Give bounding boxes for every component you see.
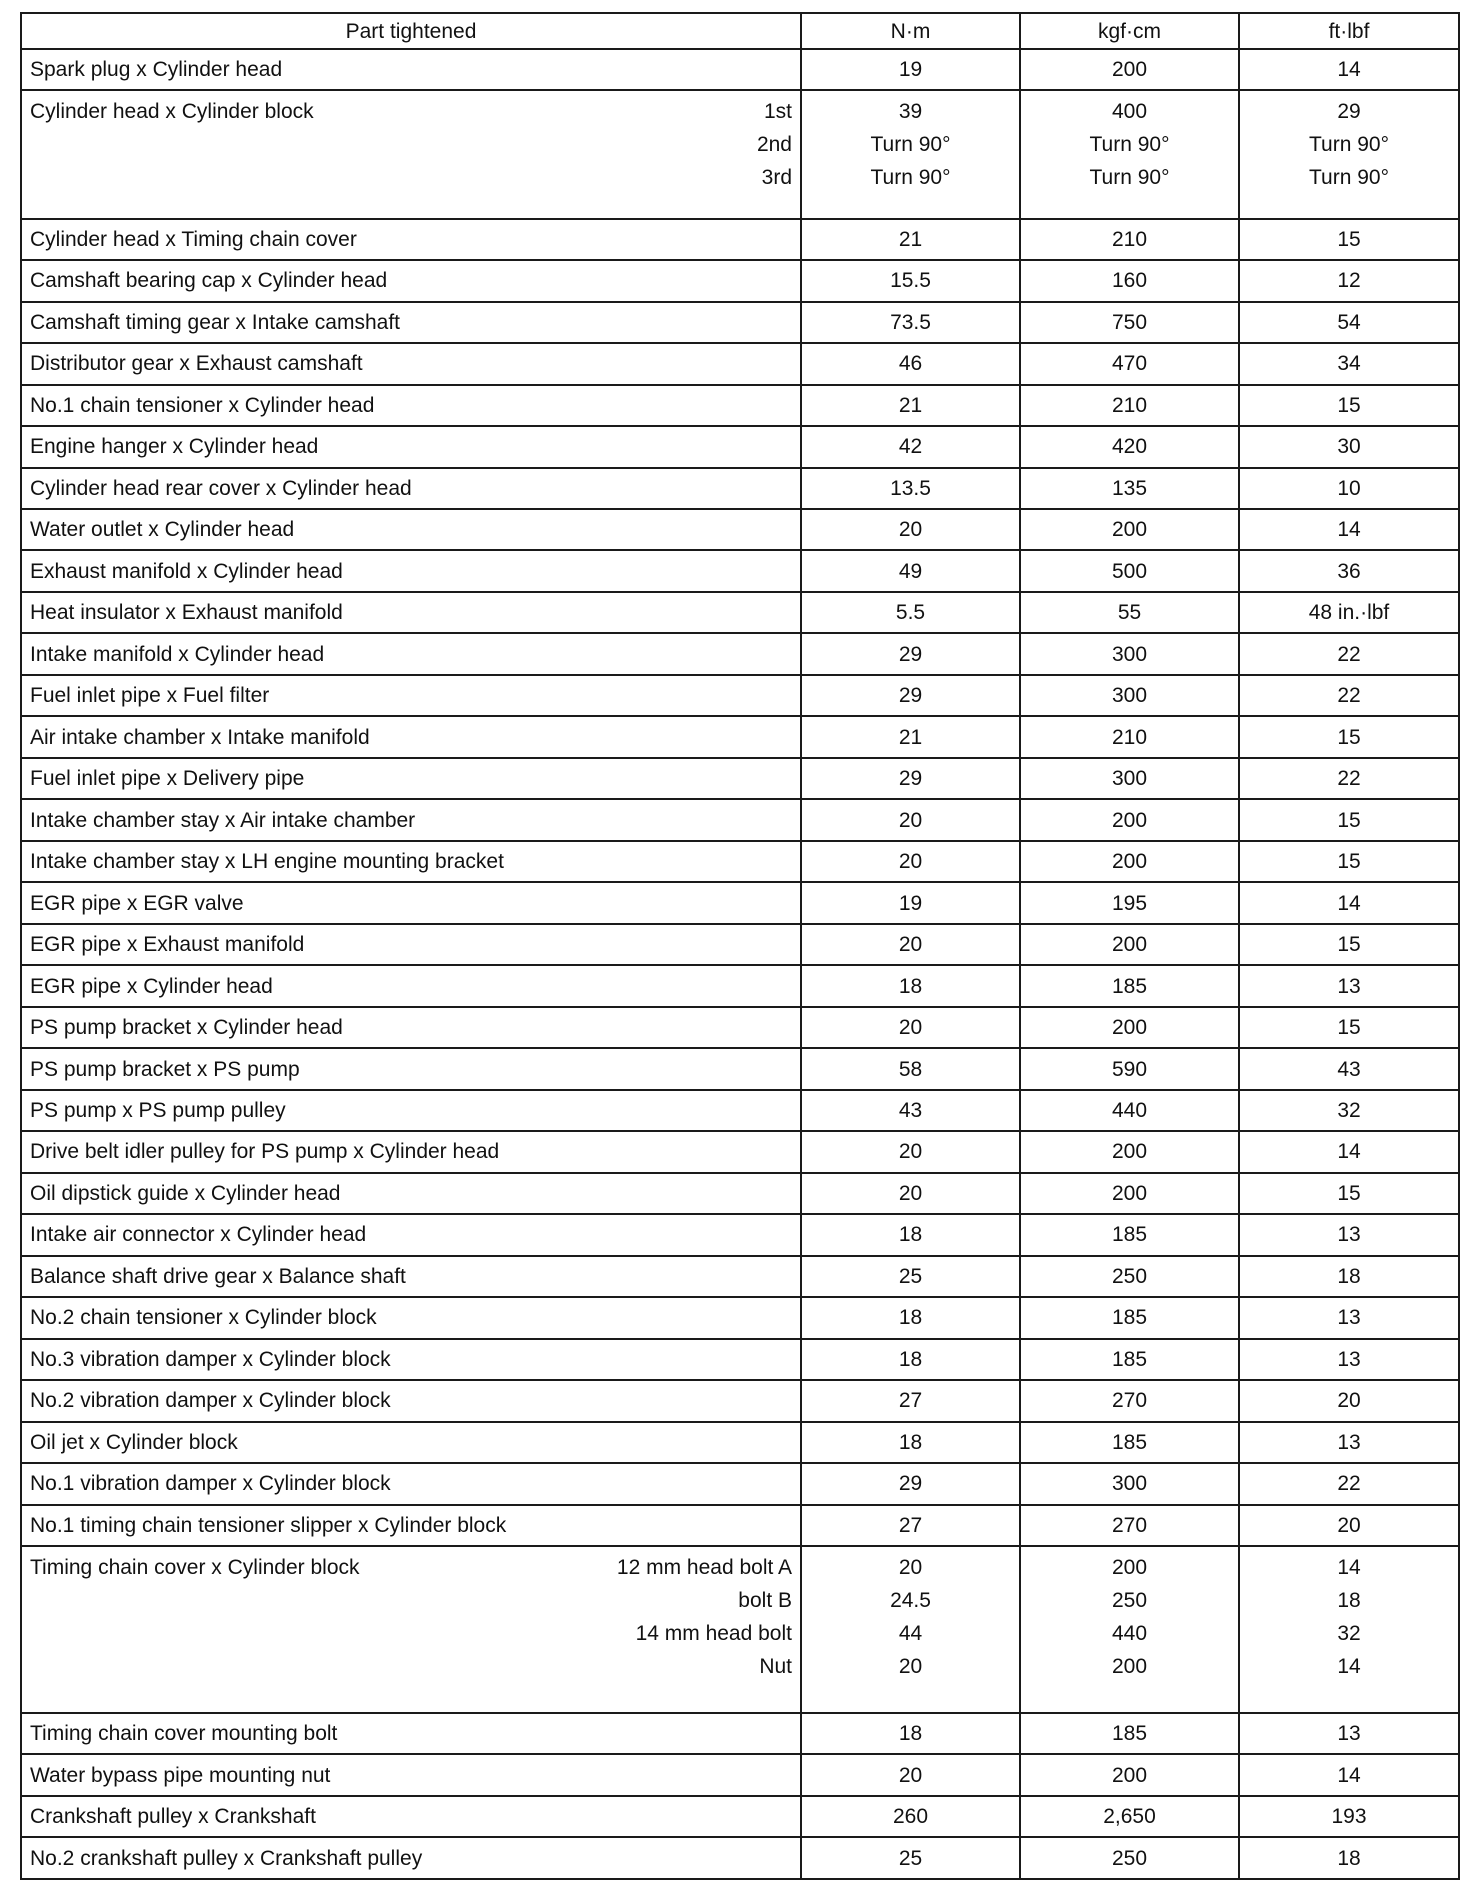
kgf-cm-cell: 200 <box>1020 1173 1239 1214</box>
ft-lbf-cell: 13 <box>1239 1422 1459 1463</box>
nm-cell-value: Turn 90° <box>870 133 951 157</box>
nm-cell: 20 <box>801 1173 1020 1214</box>
table-row <box>21 1048 1459 1089</box>
table-row <box>21 1380 1459 1421</box>
part-step-label: 14 mm head bolt <box>635 1622 792 1646</box>
ft-lbf-cell: 15 <box>1239 1007 1459 1048</box>
ft-lbf-cell: 30 <box>1239 426 1459 467</box>
table-row <box>21 1837 1459 1879</box>
nm-cell: 29 <box>801 758 1020 799</box>
ft-lbf-cell: 36 <box>1239 550 1459 591</box>
nm-cell: 18 <box>801 965 1020 1006</box>
kgf-cm-cell: 470 <box>1020 343 1239 384</box>
ft-lbf-cell: 15 <box>1239 924 1459 965</box>
table-row <box>21 675 1459 716</box>
nm-cell: 49 <box>801 550 1020 591</box>
table-row <box>21 1256 1459 1297</box>
table-row <box>21 219 1459 260</box>
nm-cell: 20 <box>801 841 1020 882</box>
kgf-cm-cell: 300 <box>1020 675 1239 716</box>
kgf-cm-cell: 200 <box>1020 509 1239 550</box>
ft-lbf-cell: 15 <box>1239 841 1459 882</box>
ft-lbf-cell-value: 14 <box>1337 1655 1361 1679</box>
nm-cell: 21 <box>801 385 1020 426</box>
kgf-cm-cell: 185 <box>1020 1713 1239 1754</box>
kgf-cm-cell-value: Turn 90° <box>1089 133 1170 157</box>
ft-lbf-cell-value: 29 <box>1337 100 1361 124</box>
table-row <box>21 882 1459 923</box>
part-cell: Camshaft timing gear x Intake camshaft <box>21 302 801 343</box>
part-cell: Water bypass pipe mounting nut <box>21 1754 801 1795</box>
kgf-cm-cell: 200 <box>1020 841 1239 882</box>
part-cell: PS pump bracket x PS pump <box>21 1048 801 1089</box>
nm-cell <box>801 90 1020 218</box>
part-cell <box>21 1546 801 1713</box>
table-row <box>21 633 1459 674</box>
table-row <box>21 49 1459 90</box>
kgf-cm-cell: 210 <box>1020 219 1239 260</box>
ft-lbf-cell: 20 <box>1239 1505 1459 1546</box>
ft-lbf-cell: 22 <box>1239 1463 1459 1504</box>
kgf-cm-cell: 195 <box>1020 882 1239 923</box>
table-header-row <box>21 13 1459 49</box>
kgf-cm-cell: 185 <box>1020 1297 1239 1338</box>
table-row <box>21 343 1459 384</box>
kgf-cm-cell: 55 <box>1020 592 1239 633</box>
part-cell: Oil jet x Cylinder block <box>21 1422 801 1463</box>
part-cell: No.1 vibration damper x Cylinder block <box>21 1463 801 1504</box>
nm-cell: 20 <box>801 1007 1020 1048</box>
table-row <box>21 1007 1459 1048</box>
nm-cell: 29 <box>801 633 1020 674</box>
ft-lbf-cell: 14 <box>1239 49 1459 90</box>
part-cell: Intake chamber stay x LH engine mounting bracket <box>21 841 801 882</box>
part-step-label: 2nd <box>756 133 792 157</box>
table-row <box>21 1713 1459 1754</box>
kgf-cm-cell: 420 <box>1020 426 1239 467</box>
table-row <box>21 592 1459 633</box>
kgf-cm-cell: 135 <box>1020 468 1239 509</box>
table-row <box>21 1173 1459 1214</box>
table-row <box>21 1339 1459 1380</box>
part-cell: No.3 vibration damper x Cylinder block <box>21 1339 801 1380</box>
kgf-cm-cell <box>1020 90 1239 218</box>
header-ft-lbf: ft·lbf <box>1239 13 1459 49</box>
ft-lbf-cell: 12 <box>1239 260 1459 301</box>
nm-cell: 20 <box>801 799 1020 840</box>
table-row <box>21 468 1459 509</box>
table-row <box>21 924 1459 965</box>
kgf-cm-cell-value: 400 <box>1111 100 1148 124</box>
nm-cell: 27 <box>801 1505 1020 1546</box>
kgf-cm-cell-value: 440 <box>1111 1622 1148 1646</box>
kgf-cm-cell: 185 <box>1020 1339 1239 1380</box>
ft-lbf-cell: 15 <box>1239 799 1459 840</box>
table-body <box>21 49 1459 1879</box>
nm-cell: 15.5 <box>801 260 1020 301</box>
ft-lbf-cell: 15 <box>1239 716 1459 757</box>
kgf-cm-cell: 200 <box>1020 1007 1239 1048</box>
part-cell: Engine hanger x Cylinder head <box>21 426 801 467</box>
part-step-label: 3rd <box>761 166 792 190</box>
part-cell: No.1 timing chain tensioner slipper x Cylinder block <box>21 1505 801 1546</box>
part-cell: Intake manifold x Cylinder head <box>21 633 801 674</box>
part-cell <box>21 90 801 218</box>
kgf-cm-cell: 200 <box>1020 799 1239 840</box>
kgf-cm-cell <box>1020 1546 1239 1713</box>
table-row <box>21 1546 1459 1713</box>
kgf-cm-cell-value: Turn 90° <box>1089 166 1170 190</box>
nm-cell: 18 <box>801 1297 1020 1338</box>
nm-cell: 18 <box>801 1422 1020 1463</box>
part-cell: EGR pipe x Exhaust manifold <box>21 924 801 965</box>
part-cell: No.2 vibration damper x Cylinder block <box>21 1380 801 1421</box>
table-row <box>21 426 1459 467</box>
ft-lbf-cell: 13 <box>1239 965 1459 1006</box>
part-step-label: 12 mm head bolt A <box>616 1556 792 1580</box>
nm-cell: 5.5 <box>801 592 1020 633</box>
part-cell: Balance shaft drive gear x Balance shaft <box>21 1256 801 1297</box>
table-row <box>21 716 1459 757</box>
nm-cell: 18 <box>801 1713 1020 1754</box>
nm-cell: 25 <box>801 1256 1020 1297</box>
kgf-cm-cell: 300 <box>1020 1463 1239 1504</box>
part-cell: EGR pipe x Cylinder head <box>21 965 801 1006</box>
torque-spec-sheet <box>20 12 1458 1880</box>
table-row <box>21 758 1459 799</box>
ft-lbf-cell: 20 <box>1239 1380 1459 1421</box>
kgf-cm-cell: 750 <box>1020 302 1239 343</box>
nm-cell: 19 <box>801 49 1020 90</box>
ft-lbf-cell: 13 <box>1239 1339 1459 1380</box>
ft-lbf-cell-value: 18 <box>1337 1589 1361 1613</box>
part-cell: Intake chamber stay x Air intake chamber <box>21 799 801 840</box>
nm-cell-value: Turn 90° <box>870 166 951 190</box>
part-cell: No.1 chain tensioner x Cylinder head <box>21 385 801 426</box>
kgf-cm-cell: 200 <box>1020 49 1239 90</box>
table-row <box>21 1422 1459 1463</box>
ft-lbf-cell: 13 <box>1239 1297 1459 1338</box>
part-step-label: Nut <box>759 1655 792 1679</box>
kgf-cm-cell: 185 <box>1020 965 1239 1006</box>
table-row <box>21 965 1459 1006</box>
nm-cell: 21 <box>801 219 1020 260</box>
header-kgf-cm: kgf·cm <box>1020 13 1239 49</box>
table-row <box>21 1131 1459 1172</box>
part-cell: Water outlet x Cylinder head <box>21 509 801 550</box>
kgf-cm-cell: 200 <box>1020 1131 1239 1172</box>
ft-lbf-cell-value: 32 <box>1337 1622 1361 1646</box>
table-row <box>21 1754 1459 1795</box>
kgf-cm-cell: 250 <box>1020 1256 1239 1297</box>
ft-lbf-cell-value: 14 <box>1337 1556 1361 1580</box>
nm-cell: 21 <box>801 716 1020 757</box>
ft-lbf-cell-value: Turn 90° <box>1309 166 1389 190</box>
nm-cell: 46 <box>801 343 1020 384</box>
kgf-cm-cell-value: 200 <box>1111 1556 1148 1580</box>
header-part-tightened: Part tightened <box>21 13 801 49</box>
kgf-cm-cell: 250 <box>1020 1837 1239 1879</box>
kgf-cm-cell: 270 <box>1020 1380 1239 1421</box>
nm-cell: 20 <box>801 509 1020 550</box>
kgf-cm-cell: 300 <box>1020 758 1239 799</box>
part-cell: No.2 crankshaft pulley x Crankshaft pulley <box>21 1837 801 1879</box>
ft-lbf-cell <box>1239 1546 1459 1713</box>
nm-cell-value: 20 <box>898 1556 923 1580</box>
ft-lbf-cell: 14 <box>1239 509 1459 550</box>
ft-lbf-cell: 15 <box>1239 385 1459 426</box>
ft-lbf-cell: 48 in.·lbf <box>1239 592 1459 633</box>
ft-lbf-cell: 43 <box>1239 1048 1459 1089</box>
kgf-cm-cell: 200 <box>1020 1754 1239 1795</box>
part-cell: Oil dipstick guide x Cylinder head <box>21 1173 801 1214</box>
nm-cell: 25 <box>801 1837 1020 1879</box>
kgf-cm-cell-value: 200 <box>1111 1655 1148 1679</box>
nm-cell: 29 <box>801 675 1020 716</box>
part-cell: Timing chain cover mounting bolt <box>21 1713 801 1754</box>
torque-table <box>20 12 1460 1880</box>
ft-lbf-cell: 22 <box>1239 675 1459 716</box>
ft-lbf-cell: 193 <box>1239 1796 1459 1837</box>
ft-lbf-cell: 10 <box>1239 468 1459 509</box>
table-row <box>21 90 1459 218</box>
kgf-cm-cell: 210 <box>1020 716 1239 757</box>
nm-cell-value: 39 <box>898 100 923 124</box>
table-row <box>21 302 1459 343</box>
table-row <box>21 1505 1459 1546</box>
part-cell: Camshaft bearing cap x Cylinder head <box>21 260 801 301</box>
kgf-cm-cell: 200 <box>1020 924 1239 965</box>
part-cell: Intake air connector x Cylinder head <box>21 1214 801 1255</box>
nm-cell: 18 <box>801 1214 1020 1255</box>
nm-cell: 19 <box>801 882 1020 923</box>
nm-cell: 27 <box>801 1380 1020 1421</box>
nm-cell: 20 <box>801 924 1020 965</box>
table-row <box>21 260 1459 301</box>
table-row <box>21 841 1459 882</box>
kgf-cm-cell: 185 <box>1020 1422 1239 1463</box>
ft-lbf-cell: 22 <box>1239 633 1459 674</box>
kgf-cm-cell: 185 <box>1020 1214 1239 1255</box>
kgf-cm-cell: 160 <box>1020 260 1239 301</box>
ft-lbf-cell: 14 <box>1239 882 1459 923</box>
part-cell: Heat insulator x Exhaust manifold <box>21 592 801 633</box>
ft-lbf-cell: 14 <box>1239 1131 1459 1172</box>
ft-lbf-cell: 15 <box>1239 219 1459 260</box>
ft-lbf-cell: 13 <box>1239 1713 1459 1754</box>
table-row <box>21 1214 1459 1255</box>
ft-lbf-cell: 34 <box>1239 343 1459 384</box>
ft-lbf-cell: 18 <box>1239 1256 1459 1297</box>
nm-cell <box>801 1546 1020 1713</box>
nm-cell: 73.5 <box>801 302 1020 343</box>
nm-cell: 20 <box>801 1131 1020 1172</box>
part-cell: Fuel inlet pipe x Fuel filter <box>21 675 801 716</box>
nm-cell: 29 <box>801 1463 1020 1504</box>
header-nm: N·m <box>801 13 1020 49</box>
part-cell: Air intake chamber x Intake manifold <box>21 716 801 757</box>
nm-cell-value: 20 <box>898 1655 923 1679</box>
table-row <box>21 385 1459 426</box>
nm-cell: 18 <box>801 1339 1020 1380</box>
table-row <box>21 799 1459 840</box>
part-cell: Crankshaft pulley x Crankshaft <box>21 1796 801 1837</box>
part-name: Timing chain cover x Cylinder block <box>30 1556 360 1580</box>
ft-lbf-cell: 14 <box>1239 1754 1459 1795</box>
table-row <box>21 1090 1459 1131</box>
table-row <box>21 550 1459 591</box>
part-cell: No.2 chain tensioner x Cylinder block <box>21 1297 801 1338</box>
kgf-cm-cell: 2,650 <box>1020 1796 1239 1837</box>
part-cell: Exhaust manifold x Cylinder head <box>21 550 801 591</box>
part-cell: Fuel inlet pipe x Delivery pipe <box>21 758 801 799</box>
part-cell: Drive belt idler pulley for PS pump x Cylinder head <box>21 1131 801 1172</box>
table-row <box>21 509 1459 550</box>
nm-cell-value: 24.5 <box>890 1589 931 1613</box>
kgf-cm-cell: 270 <box>1020 1505 1239 1546</box>
part-cell: Distributor gear x Exhaust camshaft <box>21 343 801 384</box>
table-row <box>21 1796 1459 1837</box>
ft-lbf-cell: 15 <box>1239 1173 1459 1214</box>
kgf-cm-cell: 590 <box>1020 1048 1239 1089</box>
nm-cell: 20 <box>801 1754 1020 1795</box>
kgf-cm-cell: 440 <box>1020 1090 1239 1131</box>
part-cell: Cylinder head x Timing chain cover <box>21 219 801 260</box>
ft-lbf-cell <box>1239 90 1459 218</box>
part-steps <box>617 1551 792 1683</box>
ft-lbf-cell: 22 <box>1239 758 1459 799</box>
nm-cell-value: 44 <box>898 1622 923 1646</box>
ft-lbf-cell-value: Turn 90° <box>1309 133 1389 157</box>
ft-lbf-cell: 54 <box>1239 302 1459 343</box>
kgf-cm-cell: 210 <box>1020 385 1239 426</box>
nm-cell: 58 <box>801 1048 1020 1089</box>
part-step-label: bolt B <box>738 1589 792 1613</box>
part-cell: PS pump x PS pump pulley <box>21 1090 801 1131</box>
table-row <box>21 1463 1459 1504</box>
kgf-cm-cell: 300 <box>1020 633 1239 674</box>
nm-cell: 260 <box>801 1796 1020 1837</box>
ft-lbf-cell: 13 <box>1239 1214 1459 1255</box>
nm-cell: 42 <box>801 426 1020 467</box>
part-cell: Cylinder head rear cover x Cylinder head <box>21 468 801 509</box>
kgf-cm-cell-value: 250 <box>1111 1589 1148 1613</box>
nm-cell: 43 <box>801 1090 1020 1131</box>
ft-lbf-cell: 18 <box>1239 1837 1459 1879</box>
part-step-label: 1st <box>763 100 792 124</box>
part-cell: PS pump bracket x Cylinder head <box>21 1007 801 1048</box>
ft-lbf-cell: 32 <box>1239 1090 1459 1131</box>
kgf-cm-cell: 500 <box>1020 550 1239 591</box>
part-name: Cylinder head x Cylinder block <box>30 100 314 124</box>
part-cell: Spark plug x Cylinder head <box>21 49 801 90</box>
part-steps <box>757 95 792 194</box>
table-row <box>21 1297 1459 1338</box>
nm-cell: 13.5 <box>801 468 1020 509</box>
part-cell: EGR pipe x EGR valve <box>21 882 801 923</box>
